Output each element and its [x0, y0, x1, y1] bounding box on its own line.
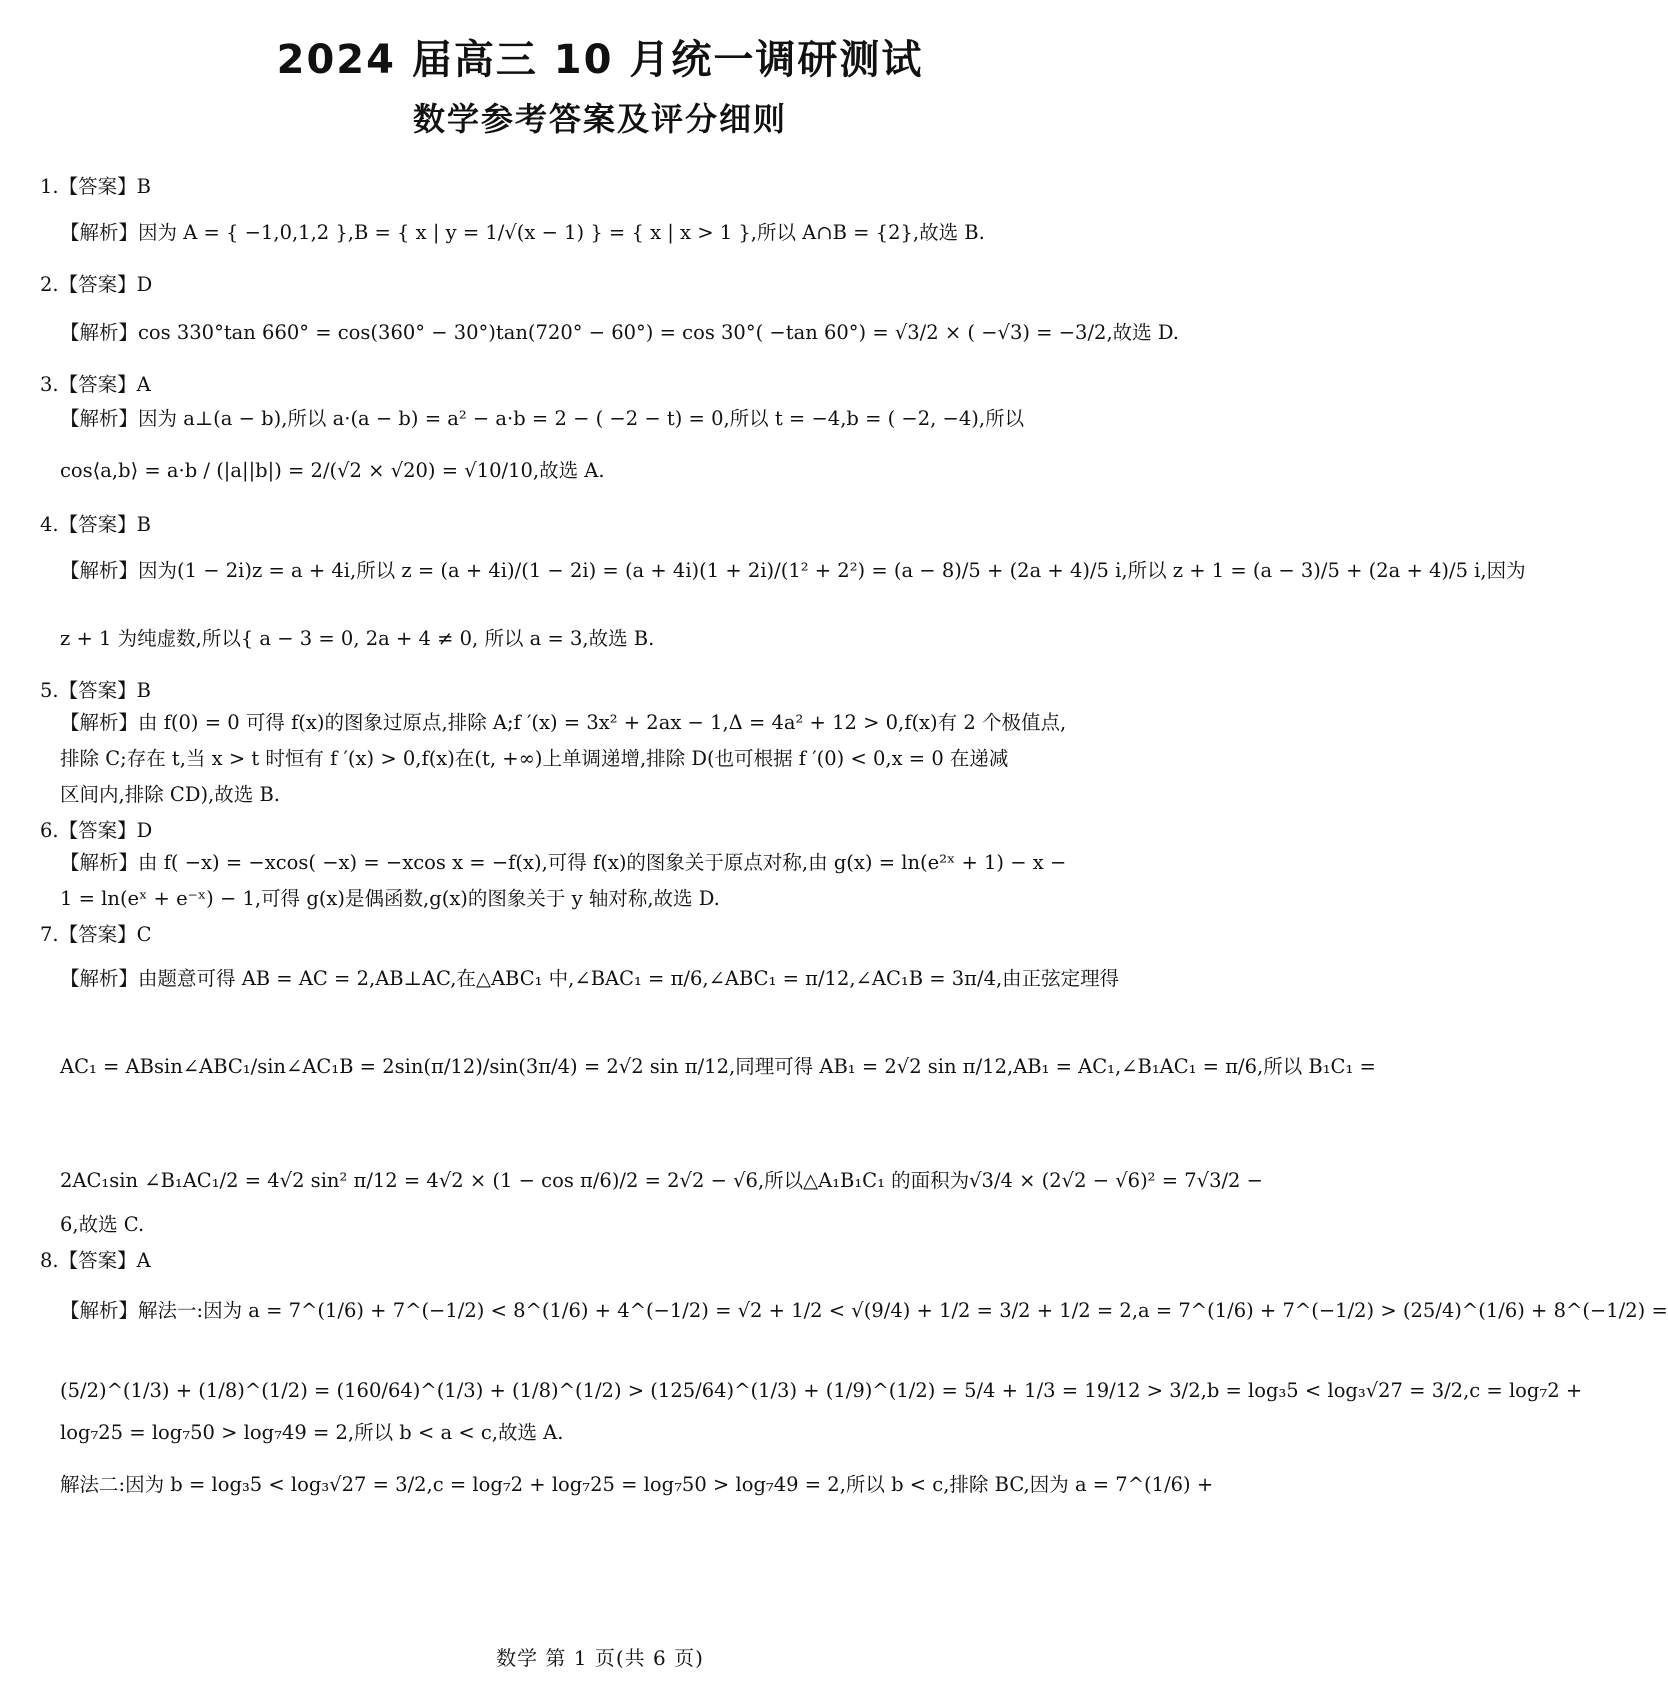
solution-line: AC₁ = ABsin∠ABC₁/sin∠AC₁B = 2sin(π/12)/sin(3π/4) = 2√2 sin π/12,同理可得 AB₁ = 2√2 sin π/12,AB₁ = AC₁,∠B₁AC₁ = π/6,所以 B₁C₁ =	[60, 1055, 1376, 1078]
answer-heading: 7.【答案】C	[40, 923, 152, 946]
solution-line: 区间内,排除 CD),故选 B.	[60, 783, 280, 806]
solution-line: 【解析】由 f( −x) = −xcos( −x) = −xcos x = −f(x),可得 f(x)的图象关于原点对称,由 g(x) = ln(e²ˣ + 1) − x −	[60, 851, 1067, 874]
answer-heading: 5.【答案】B	[40, 679, 151, 702]
answer-heading: 1.【答案】B	[40, 175, 151, 198]
answer-heading: 4.【答案】B	[40, 513, 151, 536]
page-title: 2024 届高三 10 月统一调研测试	[276, 37, 924, 83]
solution-line: 【解析】由题意可得 AB = AC = 2,AB⊥AC,在△ABC₁ 中,∠BAC₁ = π/6,∠ABC₁ = π/12,∠AC₁B = 3π/4,由正弦定理得	[60, 967, 1120, 990]
solution-line: cos⟨a,b⟩ = a·b / (|a||b|) = 2/(√2 × √20) = √10/10,故选 A.	[60, 459, 605, 482]
answer-heading: 6.【答案】D	[40, 819, 153, 842]
solution-line: 【解析】cos 330°tan 660° = cos(360° − 30°)tan(720° − 60°) = cos 30°( −tan 60°) = √3/2 × ( −√3) = −3/2,故选 D.	[60, 321, 1179, 344]
solution-line: 解法二:因为 b = log₃5 < log₃√27 = 3/2,c = log₇2 + log₇25 = log₇50 > log₇49 = 2,所以 b < c,排除 BC,因为 a = 7^(1/6) +	[60, 1473, 1214, 1496]
solution-line: 【解析】由 f(0) = 0 可得 f(x)的图象过原点,排除 A;f ′(x) = 3x² + 2ax − 1,Δ = 4a² + 12 > 0,f(x)有 2 个极值点,	[60, 711, 1067, 734]
solution-line: log₇25 = log₇50 > log₇49 = 2,所以 b < a < c,故选 A.	[60, 1421, 564, 1444]
answer-heading: 3.【答案】A	[40, 373, 151, 396]
solution-line: 【解析】解法一:因为 a = 7^(1/6) + 7^(−1/2) < 8^(1/6) + 4^(−1/2) = √2 + 1/2 < √(9/4) + 1/2 = 3/2 + 1/2 = 2,a = 7^(1/6) + 7^(−1/2) > (25/4)^(1/6) + 8^(−1/2) =	[60, 1299, 1668, 1322]
solution-line: 【解析】因为(1 − 2i)z = a + 4i,所以 z = (a + 4i)/(1 − 2i) = (a + 4i)(1 + 2i)/(1² + 2²) = (a − 8)/5 + (2a + 4)/5 i,所以 z + 1 = (a − 3)/5 + (2a + 4)/5 i,因为	[60, 559, 1526, 582]
solution-line: 2AC₁sin ∠B₁AC₁/2 = 4√2 sin² π/12 = 4√2 × (1 − cos π/6)/2 = 2√2 − √6,所以△A₁B₁C₁ 的面积为√3/4 × (2√2 − √6)² = 7√3/2 −	[60, 1169, 1263, 1192]
answer-heading: 8.【答案】A	[40, 1249, 151, 1272]
solution-line: 【解析】因为 A = { −1,0,1,2 },B = { x | y = 1/√(x − 1) } = { x | x > 1 },所以 A∩B = {2},故选 B.	[60, 221, 985, 244]
solution-line: 排除 C;存在 t,当 x > t 时恒有 f ′(x) > 0,f(x)在(t, +∞)上单调递增,排除 D(也可根据 f ′(0) < 0,x = 0 在递减	[60, 747, 1009, 770]
solution-line: 【解析】因为 a⊥(a − b),所以 a·(a − b) = a² − a·b = 2 − ( −2 − t) = 0,所以 t = −4,b = ( −2, −4),所以	[60, 407, 1025, 430]
page-subtitle: 数学参考答案及评分细则	[412, 100, 787, 138]
solution-line: 1 = ln(eˣ + e⁻ˣ) − 1,可得 g(x)是偶函数,g(x)的图象关于 y 轴对称,故选 D.	[60, 887, 720, 910]
page-footer: 数学 第 1 页(共 6 页)	[496, 1646, 704, 1670]
solution-line: 6,故选 C.	[60, 1213, 145, 1236]
answer-heading: 2.【答案】D	[40, 273, 153, 296]
solution-line: z + 1 为纯虚数,所以{ a − 3 = 0, 2a + 4 ≠ 0, 所以 a = 3,故选 B.	[60, 627, 655, 650]
solution-line: (5/2)^(1/3) + (1/8)^(1/2) = (160/64)^(1/3) + (1/8)^(1/2) > (125/64)^(1/3) + (1/9)^(1/2) = 5/4 + 1/3 = 19/12 > 3/2,b = log₃5 < log₃√27 = 3/2,c = log₇2 +	[60, 1379, 1583, 1402]
